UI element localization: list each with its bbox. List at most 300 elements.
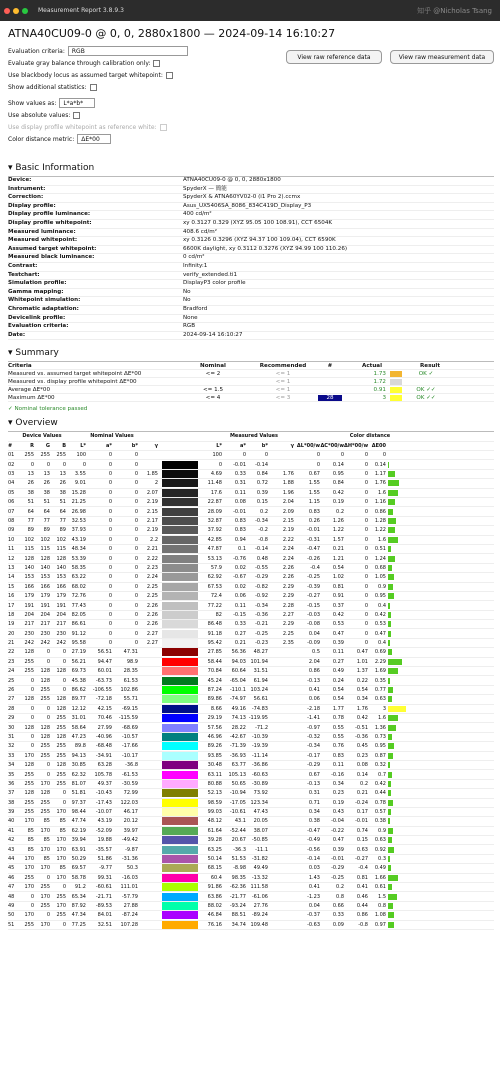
overview-cell: 0.08	[234, 499, 246, 506]
overview-cell: 51	[59, 499, 66, 506]
overview-cell: -50.85	[251, 837, 268, 844]
overview-cell: 51.53	[231, 856, 246, 863]
overview-cell: 115	[40, 546, 50, 553]
delta-e-bar	[388, 687, 393, 693]
overview-cell: 170	[40, 780, 50, 787]
zoom-icon[interactable]	[22, 8, 28, 14]
overview-cell: 87.24	[207, 687, 222, 694]
overview-cell: 0.42	[332, 489, 344, 496]
overview-cell: 1.17	[374, 471, 386, 478]
absolute-values-checkbox[interactable]	[73, 112, 80, 119]
overview-cell: 0.23	[356, 752, 368, 759]
overview-cell: 0.31	[308, 790, 320, 797]
overview-cell: 230	[56, 630, 66, 637]
color-swatch	[162, 592, 198, 600]
overview-cell: 67.53	[207, 583, 222, 590]
overview-cell: -52.44	[229, 827, 246, 834]
overview-cell: 91.2	[74, 884, 86, 891]
overview-cell: 0	[364, 452, 368, 459]
overview-cell: 0	[134, 630, 138, 637]
overview-cell: -31.36	[121, 856, 138, 863]
overview-cell: 85	[27, 827, 34, 834]
info-value: No	[183, 288, 191, 295]
overview-cell: 32.51	[97, 921, 112, 928]
overview-cell: -17.66	[121, 743, 138, 750]
overview-cell: 191	[24, 602, 34, 609]
overview-cell: 0.57	[374, 809, 386, 816]
overview-cell: 0.78	[332, 715, 344, 722]
overview-cell: 0	[46, 874, 50, 881]
overview-cell: 62.92	[207, 574, 222, 581]
overview-cell: 0.39	[332, 846, 344, 853]
overview-cell: 128	[56, 668, 66, 675]
overview-cell: 2.15	[282, 517, 294, 524]
overview-cell: 0	[108, 630, 112, 637]
overview-cell: 0.84	[332, 480, 344, 487]
overview-cell: -0.47	[307, 546, 320, 553]
overview-cell: 0	[108, 583, 112, 590]
overview-cell: 29.19	[207, 715, 222, 722]
overview-cell: -2.18	[307, 705, 320, 712]
additional-stats-checkbox[interactable]	[90, 84, 97, 91]
overview-cell: 0.63	[374, 837, 386, 844]
overview-cell: 21	[8, 640, 15, 647]
overview-cell: 0.17	[356, 809, 368, 816]
overview-cell: 101.94	[250, 658, 268, 665]
overview-cell: 0.19	[332, 799, 344, 806]
overview-cell: 0.21	[356, 790, 368, 797]
overview-cell: -10.57	[121, 733, 138, 740]
overview-cell: 0	[46, 771, 50, 778]
overview-cell: 170	[24, 912, 34, 919]
overview-cell: 0.9	[378, 583, 386, 590]
overview-row	[8, 564, 494, 573]
info-key: Simulation profile:	[8, 280, 67, 287]
overview-cell: 26	[27, 480, 34, 487]
color-swatch	[162, 686, 198, 694]
overview-cell: 0.74	[356, 827, 368, 834]
overview-cell: -30.59	[121, 780, 138, 787]
overview-cell: 255	[40, 884, 50, 891]
overview-cell: 68.15	[207, 865, 222, 872]
overview-row	[8, 695, 494, 704]
overview-cell: -0.34	[255, 517, 268, 524]
overview-cell: 51	[43, 499, 50, 506]
overview-cell: 0.06	[308, 696, 320, 703]
overview-cell: 85	[43, 837, 50, 844]
color-swatch	[162, 752, 198, 760]
overview-cell: 1.05	[374, 574, 386, 581]
overview-cell: -30.89	[251, 780, 268, 787]
overview-cell: -36.3	[233, 846, 246, 853]
overview-cell: 1.55	[308, 489, 320, 496]
info-row	[8, 272, 494, 281]
overview-cell: 170	[56, 856, 66, 863]
overview-cell: 77.25	[71, 921, 86, 928]
overview-cell: 0.42	[356, 715, 368, 722]
summary-title[interactable]: ▾ Summary	[8, 348, 59, 359]
overview-cell: 0	[62, 884, 66, 891]
overview-cell: 0	[364, 536, 368, 543]
info-row	[8, 280, 494, 289]
overview-cell: 0	[134, 461, 138, 468]
overview-cell: -74.97	[229, 696, 246, 703]
overview-cell: 111.01	[120, 884, 138, 891]
info-value: xy 0.3126 0.3296 (XYZ 94.37 100 109.04), CCT 6590K	[183, 237, 336, 244]
overview-cell: 46.96	[207, 733, 222, 740]
overview-cell: 0.68	[374, 564, 386, 571]
overview-cell: 255	[40, 696, 50, 703]
overview-cell: 0	[46, 762, 50, 769]
delta-e-bar	[388, 649, 392, 655]
info-row	[8, 289, 494, 298]
overview-cell: 49.16	[231, 705, 246, 712]
overview-cell: 242	[40, 640, 50, 647]
overview-cell: 170	[40, 846, 50, 853]
summary-cell: 28	[318, 395, 342, 401]
overview-cell: 2.17	[146, 517, 158, 524]
overview-cell: -0.14	[307, 856, 320, 863]
overview-cell: 2.24	[282, 546, 294, 553]
overview-cell: 170	[56, 837, 66, 844]
overview-cell: 1.22	[332, 527, 344, 534]
overview-row	[8, 658, 494, 667]
overview-cell: 0.38	[374, 818, 386, 825]
delta-e-bar	[388, 565, 392, 571]
overview-cell: 0.27	[332, 658, 344, 665]
info-key: Chromatic adaptation:	[8, 305, 79, 312]
overview-cell: 0.02	[234, 583, 246, 590]
overview-cell: 128	[24, 696, 34, 703]
overview-cell: 30.85	[71, 762, 86, 769]
overview-cell: 53.39	[71, 555, 86, 562]
view-reference-button[interactable]: View raw reference data	[286, 50, 382, 64]
overview-cell: 13	[27, 471, 34, 478]
delta-e-bar	[388, 725, 396, 731]
overview-cell: 98.9	[126, 658, 138, 665]
overview-cell: 2.26	[146, 611, 158, 618]
overview-cell: 0.66	[332, 903, 344, 909]
overview-cell: 77	[43, 517, 50, 524]
overview-group-header	[8, 432, 494, 441]
overview-row	[8, 507, 494, 516]
overview-title[interactable]: ▾ Overview	[8, 418, 58, 429]
show-values-select[interactable]: L*a*b*	[59, 98, 95, 108]
color-swatch	[162, 667, 198, 675]
overview-cell: 28.35	[123, 668, 138, 675]
overview-cell: 34.74	[231, 921, 246, 928]
overview-header-cell: γ	[154, 442, 158, 449]
info-value: 2024-09-14 16:10:27	[183, 331, 243, 338]
overview-cell: 0	[134, 611, 138, 618]
overview-cell: 0	[108, 461, 112, 468]
overview-cell: 255	[24, 921, 34, 928]
overview-cell: -0.55	[255, 564, 268, 571]
overview-cell: 2.26	[282, 564, 294, 571]
overview-header-cell: L*	[80, 442, 86, 449]
color-swatch	[162, 883, 198, 891]
overview-cell: 85	[59, 827, 66, 834]
overview-cell: 0	[30, 743, 34, 750]
overview-cell: 0	[364, 471, 368, 478]
blackbody-label: Use blackbody locus as assumed target whitepoint:	[8, 71, 163, 79]
minimize-icon[interactable]	[13, 8, 19, 14]
color-swatch	[162, 724, 198, 732]
overview-cell: 0	[134, 546, 138, 553]
overview-row	[8, 639, 494, 648]
overview-cell: -8.98	[233, 865, 246, 872]
overview-cell: 0.86	[374, 508, 386, 515]
overview-cell: 0.67	[308, 471, 320, 478]
color-swatch	[162, 658, 198, 666]
overview-cell: -36.93	[229, 752, 246, 759]
info-value: DisplayP3 color profile	[183, 280, 246, 287]
overview-cell: 0	[108, 499, 112, 506]
overview-cell: 2.29	[282, 621, 294, 628]
summary-cell: OK ✓✓	[416, 386, 436, 393]
overview-cell: 58.44	[207, 658, 222, 665]
overview-cell: 128	[24, 790, 34, 797]
overview-cell: 255	[56, 724, 66, 731]
overview-row	[8, 714, 494, 723]
overview-cell: -31.82	[251, 856, 268, 863]
overview-row	[8, 892, 494, 901]
summary-cell: 0.91	[373, 386, 386, 393]
delta-e-bar	[388, 837, 392, 843]
overview-cell: 80.88	[207, 780, 222, 787]
overview-cell: 255	[24, 771, 34, 778]
overview-cell: 0	[364, 640, 368, 647]
overview-header-cell: b*	[131, 442, 138, 449]
overview-cell: 0.39	[332, 640, 344, 647]
overview-cell: 49	[8, 903, 15, 909]
overview-cell: 230	[40, 630, 50, 637]
overview-cell: 1.37	[356, 668, 368, 675]
overview-cell: 0.08	[356, 762, 368, 769]
overview-cell: 19	[8, 621, 15, 628]
display-white-checkbox[interactable]	[160, 124, 167, 131]
overview-cell: 95.58	[71, 640, 86, 647]
overview-cell: 100	[76, 452, 86, 459]
overview-cell: 0	[30, 687, 34, 694]
overview-cell: 2.19	[146, 527, 158, 534]
summary-bar	[390, 371, 402, 377]
overview-cell: 2.21	[146, 546, 158, 553]
info-key: Measured luminance:	[8, 228, 76, 235]
overview-cell: 0	[134, 564, 138, 571]
overview-cell: 0.5	[312, 649, 320, 656]
overview-cell: 0.83	[234, 527, 246, 534]
overview-cell: -10.43	[95, 790, 112, 797]
overview-row	[8, 470, 494, 479]
info-key: Measured black luminance:	[8, 254, 95, 261]
overview-cell: 1.08	[374, 912, 386, 919]
overview-cell: 0.84	[256, 471, 268, 478]
overview-cell: 70.46	[97, 715, 112, 722]
overview-cell: 64	[43, 508, 50, 515]
overview-cell: -89.53	[95, 903, 112, 909]
overview-cell: 0	[108, 452, 112, 459]
overview-row	[8, 855, 494, 864]
overview-cell: 91.18	[207, 630, 222, 637]
overview-cell: -0.15	[233, 611, 246, 618]
info-key: Whitepoint simulation:	[8, 297, 81, 304]
overview-cell: 26.98	[71, 508, 86, 515]
absolute-values-label: Use absolute values:	[8, 111, 71, 119]
overview-cell: 57.56	[207, 724, 222, 731]
overview-cell: 0	[364, 602, 368, 609]
metric-select[interactable]: ΔE*00	[77, 134, 111, 144]
overview-header-cell: B	[62, 442, 66, 449]
summary-cell: 1.72	[373, 378, 386, 385]
overview-cell: -0.01	[355, 818, 368, 825]
color-swatch	[162, 780, 198, 788]
summary-cell: <= 1	[275, 378, 291, 385]
delta-e-bar	[388, 678, 390, 684]
overview-cell: 89.77	[71, 696, 86, 703]
overview-cell: 0.54	[332, 564, 344, 571]
overview-cell: 27.99	[97, 724, 112, 731]
overview-cell: 153	[24, 574, 34, 581]
overview-row	[8, 827, 494, 836]
overview-cell: 0	[108, 602, 112, 609]
overview-cell: 99.03	[207, 809, 222, 816]
overview-cell: -0.22	[331, 827, 344, 834]
overview-cell: 0.49	[374, 865, 386, 872]
delta-e-bar	[388, 809, 391, 815]
overview-cell: 69.73	[71, 668, 86, 675]
overview-cell: 94.47	[97, 658, 112, 665]
eval-criteria-select[interactable]: RGB	[68, 46, 188, 56]
overview-row	[8, 629, 494, 638]
overview-cell: 128	[56, 555, 66, 562]
overview-cell: 0	[364, 555, 368, 562]
overview-cell: 60.64	[231, 668, 246, 675]
overview-cell: 128	[40, 790, 50, 797]
overview-cell: 0.15	[256, 499, 268, 506]
info-value: verify_extended.ti1	[183, 271, 238, 278]
delta-e-bar	[388, 790, 391, 796]
overview-cell: -61.53	[121, 771, 138, 778]
overview-cell: 0.51	[374, 546, 386, 553]
overview-cell: 46.84	[207, 912, 222, 919]
overview-cell: 170	[56, 809, 66, 816]
color-swatch	[162, 545, 198, 553]
overview-row	[8, 526, 494, 535]
color-swatch	[162, 620, 198, 628]
overview-cell: 0.44	[356, 903, 368, 909]
overview-cell: 1.36	[374, 724, 386, 731]
overview-cell: 2.25	[282, 630, 294, 637]
overview-cell: 1.6	[378, 715, 386, 722]
color-swatch	[162, 508, 198, 516]
overview-cell: -9.87	[125, 846, 138, 853]
overview-cell: -0.25	[331, 874, 344, 881]
overview-cell: -0.16	[331, 771, 344, 778]
overview-cell: 0.11	[234, 602, 246, 609]
overview-cell: 0	[30, 903, 34, 909]
info-row	[8, 297, 494, 306]
overview-cell: 42	[8, 837, 15, 844]
basic-info-title[interactable]: ▾ Basic Information	[8, 163, 95, 173]
color-swatch	[162, 846, 198, 854]
overview-cell: 86.61	[71, 621, 86, 628]
overview-cell: 48	[8, 893, 15, 900]
overview-cell: 255	[40, 452, 50, 459]
overview-cell: 70.84	[207, 668, 222, 675]
overview-cell: 20.05	[253, 818, 268, 825]
overview-cell: 64	[27, 508, 34, 515]
overview-cell: 68.02	[71, 583, 86, 590]
report-body	[8, 24, 494, 930]
overview-cell: 0	[62, 687, 66, 694]
overview-cell: 37.92	[207, 527, 222, 534]
overview-cell: 0	[134, 480, 138, 487]
overview-cell: 17.6	[210, 489, 222, 496]
info-value: 408.6 cd/m²	[183, 228, 217, 235]
overview-cell: 0	[364, 611, 368, 618]
overview-cell: 2.29	[374, 658, 386, 665]
overview-cell: 94.13	[71, 752, 86, 759]
overview-cell: 0.48	[256, 555, 268, 562]
overview-cell: 13	[8, 564, 15, 571]
delta-e-bar	[388, 462, 389, 468]
overview-cell: -0.2	[258, 527, 268, 534]
overview-cell: 2.29	[282, 593, 294, 600]
overview-cell: 27.76	[253, 903, 268, 909]
overview-cell: 242	[24, 640, 34, 647]
overview-cell: -0.13	[307, 677, 320, 684]
close-icon[interactable]	[4, 8, 10, 14]
info-value: Bradford	[183, 305, 208, 312]
overview-cell: 0	[364, 583, 368, 590]
blackbody-checkbox[interactable]	[166, 72, 173, 79]
overview-cell: 102	[40, 536, 50, 543]
view-measurement-button[interactable]: View raw measurement data	[390, 50, 494, 64]
overview-cell: 166	[24, 583, 34, 590]
overview-cell: 191	[40, 602, 50, 609]
overview-cell: 0	[108, 546, 112, 553]
overview-cell: -0.08	[307, 621, 320, 628]
overview-row	[8, 780, 494, 789]
overview-cell: 33	[8, 752, 15, 759]
overview-cell: 88.51	[231, 912, 246, 919]
info-value: Infinity:1	[183, 262, 208, 269]
overview-cell: 128	[40, 555, 50, 562]
overview-cell: 2.29	[282, 583, 294, 590]
overview-cell: 56.21	[71, 658, 86, 665]
color-swatch	[162, 451, 198, 459]
overview-row	[8, 620, 494, 629]
delta-e-bar	[388, 753, 393, 759]
overview-cell: 105.78	[94, 771, 112, 778]
overview-cell: -21.77	[229, 893, 246, 900]
overview-cell: 0	[364, 630, 368, 637]
gray-balance-checkbox[interactable]	[153, 60, 160, 67]
overview-cell: 56.51	[97, 649, 112, 656]
overview-row	[8, 836, 494, 845]
info-row	[8, 323, 494, 332]
overview-cell: 255	[56, 912, 66, 919]
overview-cell: 58.35	[71, 564, 86, 571]
delta-e-bar	[388, 856, 390, 862]
overview-cell: 0.39	[256, 489, 268, 496]
overview-cell: 0.54	[332, 687, 344, 694]
overview-cell: 128	[56, 696, 66, 703]
overview-cell: 0.63	[374, 696, 386, 703]
overview-cell: 0	[108, 564, 112, 571]
overview-row	[8, 799, 494, 808]
